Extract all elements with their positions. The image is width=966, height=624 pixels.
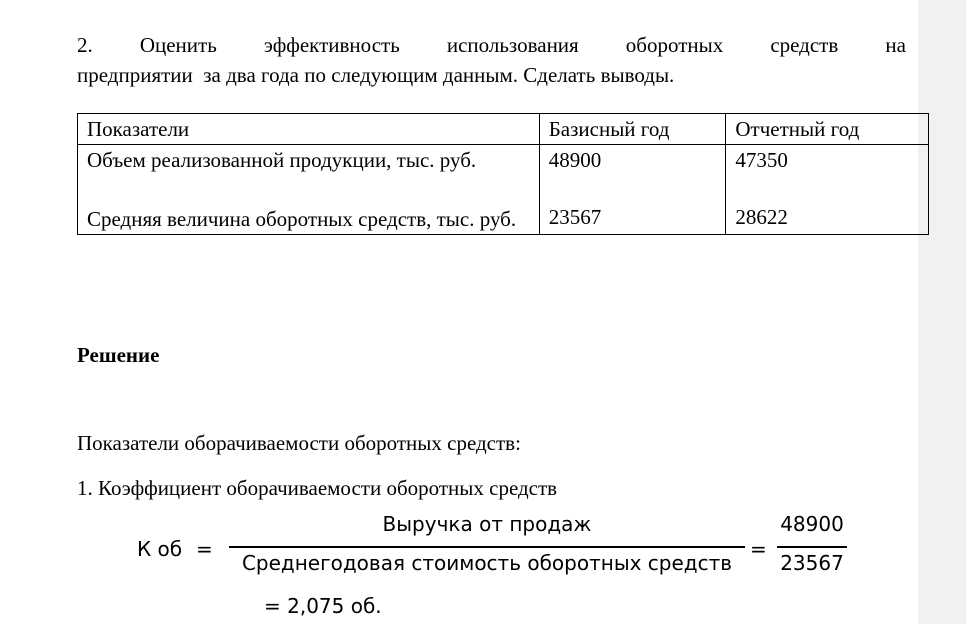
task-word: 2. [77, 33, 93, 57]
formula-result: = 2,075 об. [264, 594, 382, 618]
task-word: Оценить [139, 33, 217, 57]
base-capital-value: 23567 [548, 205, 602, 229]
formula-equals-2: = [750, 537, 767, 561]
fraction-bar-values [777, 546, 847, 548]
formula-equals: = [196, 537, 213, 561]
task-word: средств [770, 33, 839, 57]
task-line-1 [77, 30, 906, 60]
report-year-cell [726, 145, 929, 235]
table-header-row [78, 114, 929, 145]
task-word: эффективность [263, 33, 400, 57]
formula-denominator: Среднегодовая стоимость оборотных средств [241, 551, 733, 575]
base-year-cell [539, 145, 726, 235]
solution-heading: Решение [77, 343, 160, 367]
task-text [77, 30, 906, 90]
base-revenue-value: 48900 [548, 148, 602, 172]
page-margin-strip [918, 0, 966, 624]
indicator-revenue: Объем реализованной продукции, тыс. руб. [87, 148, 477, 172]
formula-denominator-value: 23567 [780, 551, 844, 575]
indicator-working-capital: Средняя величина оборотных средств, тыс. руб. [87, 207, 517, 231]
task-word: оборотных [625, 33, 724, 57]
formula-numerator: Выручка от продаж [382, 512, 592, 536]
report-capital-value: 28622 [735, 205, 788, 229]
solution-item-1: 1. Коэффициент оборачиваемости оборотных средств [77, 476, 558, 500]
task-word: использования [446, 33, 579, 57]
header-base-year: Базисный год [539, 114, 726, 145]
task-word: на [885, 33, 906, 57]
report-revenue-value: 47350 [735, 148, 788, 172]
formula-lhs: К об [137, 537, 183, 561]
fraction-bar [229, 546, 745, 548]
data-table [77, 113, 929, 235]
task-line-2: предприятии за два года по следующим данным. Сделать выводы. [77, 63, 675, 87]
header-indicators: Показатели [78, 114, 540, 145]
solution-intro: Показатели оборачиваемости оборотных средств: [77, 431, 521, 455]
header-report-year: Отчетный год [726, 114, 929, 145]
table-row [78, 145, 929, 235]
indicators-cell [78, 145, 540, 235]
formula-numerator-value: 48900 [780, 512, 844, 536]
